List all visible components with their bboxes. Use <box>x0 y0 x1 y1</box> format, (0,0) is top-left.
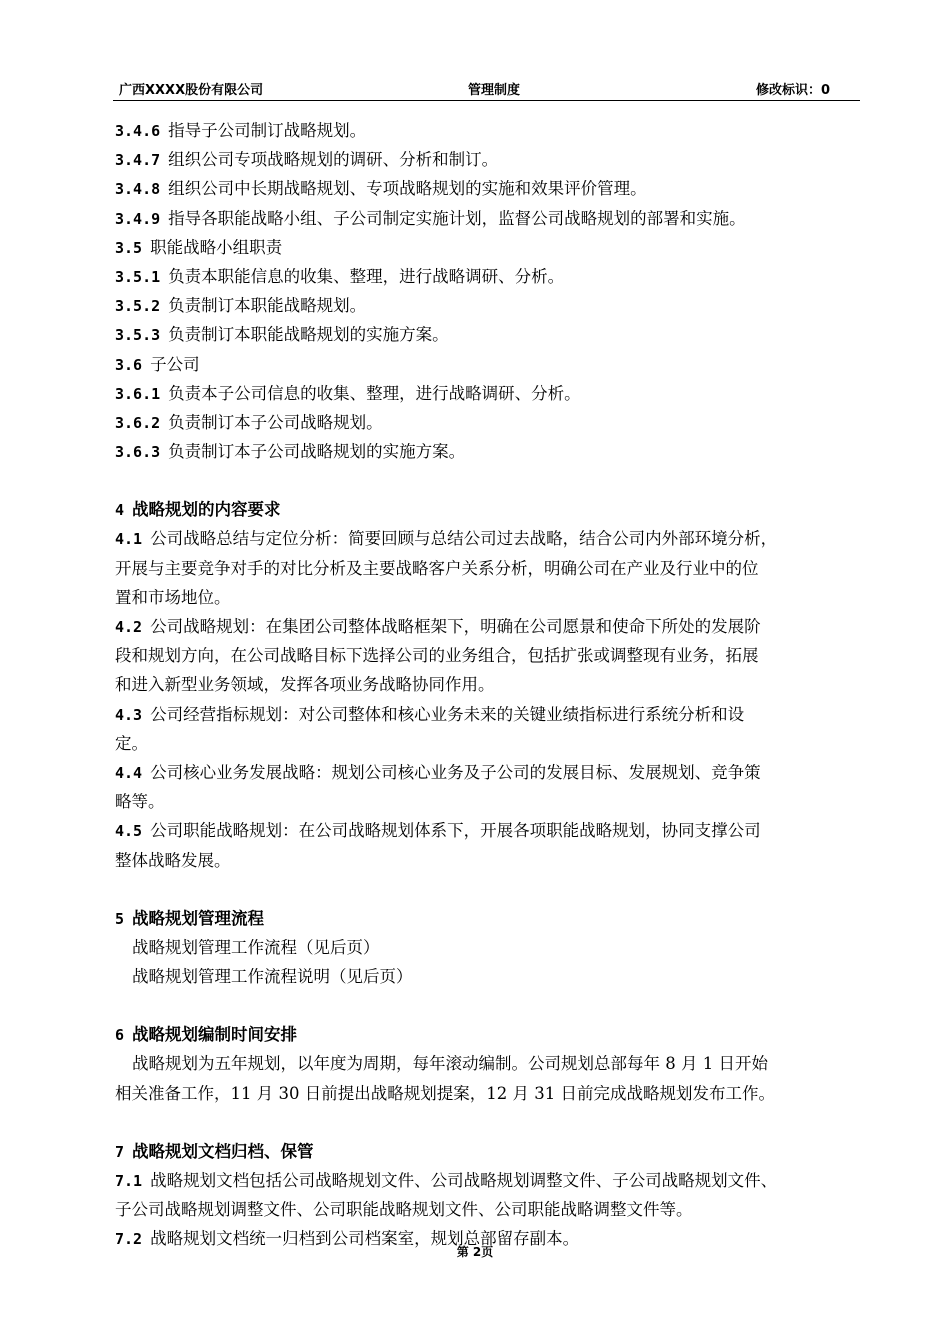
header-company: 广西XXXX股份有限公司 <box>119 83 264 98</box>
list-item-continuation: 段和规划方向，在公司战略目标下选择公司的业务组合，包括扩张或调整现有业务，拓展 <box>115 646 759 666</box>
list-item-continuation: 置和市场地位。 <box>115 587 231 607</box>
header-doc-type: 管理制度 <box>468 83 521 98</box>
list-item: 3.4.8 组织公司中长期战略规划、专项战略规划的实施和效果评价管理。 <box>115 179 647 199</box>
document-body <box>115 116 860 1254</box>
section-heading: 5 战略规划管理流程 <box>115 908 265 928</box>
list-item-continuation: 子公司战略规划调整文件、公司职能战略规划文件、公司职能战略调整文件等。 <box>115 1200 693 1220</box>
page-header <box>113 78 860 98</box>
list-item: 4.3 公司经营指标规划：对公司整体和核心业务未来的关键业绩指标进行系统分析和设 <box>115 704 745 724</box>
list-item-continuation: 定。 <box>115 733 148 753</box>
list-item: 4.2 公司战略规划：在集团公司整体战略框架下，明确在公司愿景和使命下所处的发展阶 <box>115 617 761 636</box>
list-item-continuation: 略等。 <box>115 792 165 812</box>
list-item: 7.2 战略规划文档统一归档到公司档案室，规划总部留存副本。 <box>115 1229 580 1249</box>
section-heading: 4 战略规划的内容要求 <box>115 500 281 520</box>
list-item: 3.6.3 负责制订本子公司战略规划的实施方案。 <box>115 442 466 462</box>
list-item: 3.4.9 指导各职能战略小组、子公司制定实施计划，监督公司战略规划的部署和实施。 <box>115 208 746 228</box>
page-number: 第 2页 <box>456 1245 494 1259</box>
subsection-heading: 3.5 职能战略小组职责 <box>115 237 283 257</box>
list-item: 3.6.2 负责制订本子公司战略规划。 <box>115 412 383 432</box>
list-item: 3.4.7 组织公司专项战略规划的调研、分析和制订。 <box>115 150 499 170</box>
list-item: 3.5.1 负责本职能信息的收集、整理，进行战略调研、分析。 <box>115 266 565 286</box>
section-heading: 7 战略规划文档归档、保管 <box>115 1141 314 1161</box>
list-item: 3.6.1 负责本子公司信息的收集、整理，进行战略调研、分析。 <box>115 383 581 403</box>
subsection-heading: 3.6 子公司 <box>115 354 200 374</box>
section-heading: 6 战略规划编制时间安排 <box>115 1025 298 1045</box>
list-item: 4.5 公司职能战略规划：在公司战略规划体系下，开展各项职能战略规划，协同支撑公司 <box>115 821 761 841</box>
header-divider <box>113 100 860 101</box>
list-item: 3.5.2 负责制订本职能战略规划。 <box>115 296 367 316</box>
list-item-continuation: 开展与主要竞争对手的对比分析及主要战略客户关系分析，明确公司在产业及行业中的位 <box>115 558 759 578</box>
paragraph-line: 战略规划管理工作流程（见后页） <box>132 937 380 957</box>
list-item-continuation: 和进入新型业务领域，发挥各项业务战略协同作用。 <box>115 675 495 695</box>
list-item-continuation: 整体战略发展。 <box>115 850 231 870</box>
paragraph-line: 相关准备工作，11 月 30 日前提出战略规划提案，12 月 31 日前完成战略规划发布工作。 <box>115 1083 775 1103</box>
list-item: 7.1 战略规划文档包括公司战略规划文件、公司战略规划调整文件、子公司战略规划文件、 <box>115 1171 778 1190</box>
list-item: 3.4.6 指导子公司制订战略规划。 <box>115 121 367 140</box>
list-item: 4.1 公司战略总结与定位分析：简要回顾与总结公司过去战略，结合公司内外部环境分析， <box>115 529 778 549</box>
header-revision: 修改标识：0 <box>755 83 830 98</box>
list-item: 3.5.3 负责制订本职能战略规划的实施方案。 <box>115 325 449 345</box>
list-item: 4.4 公司核心业务发展战略：规划公司核心业务及子公司的发展目标、发展规划、竞争策 <box>115 762 761 782</box>
paragraph-line: 战略规划管理工作流程说明（见后页） <box>132 967 413 987</box>
paragraph-line: 战略规划为五年规划，以年度为周期，每年滚动编制。公司规划总部每年 8 月 1 日开始 <box>132 1054 768 1074</box>
